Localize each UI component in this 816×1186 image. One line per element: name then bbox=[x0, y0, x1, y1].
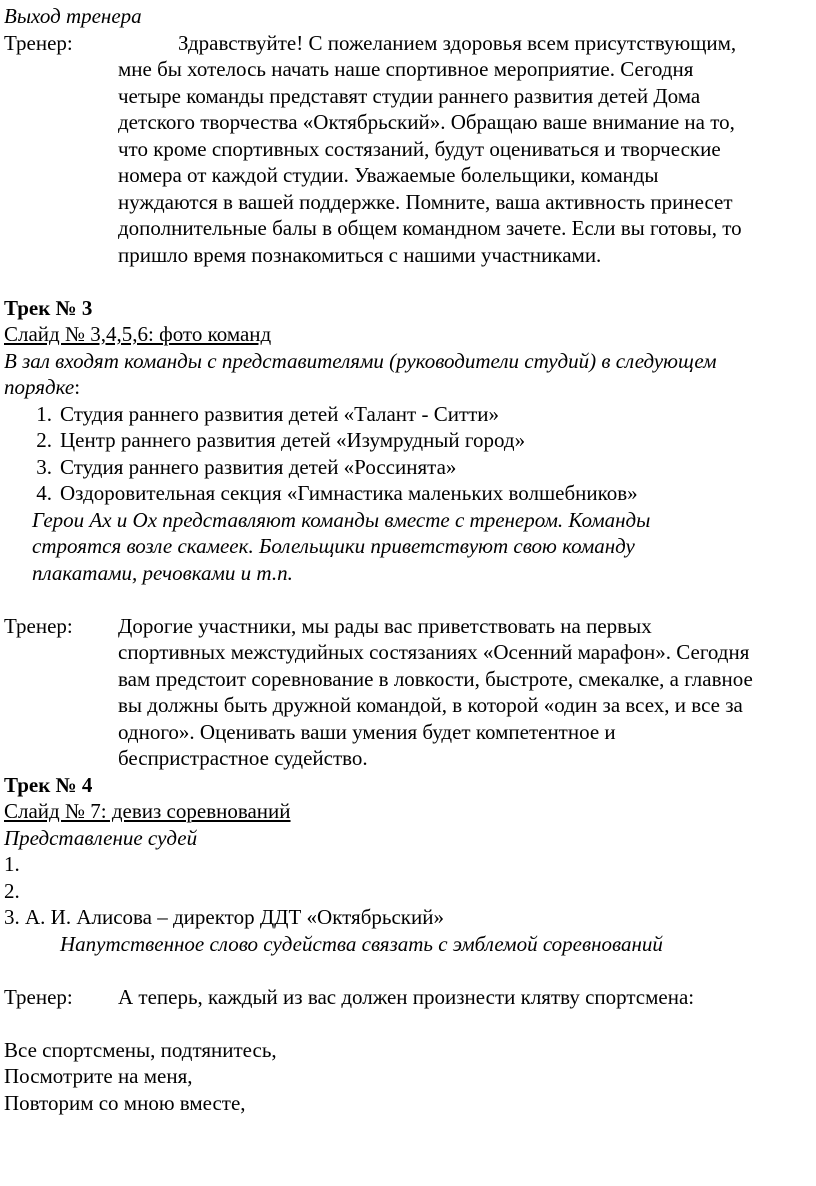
list-item bbox=[4, 480, 816, 507]
list-item-text: Студия раннего развития детей «Россинята» bbox=[60, 454, 457, 479]
oath-line: Посмотрите на меня, bbox=[4, 1064, 193, 1088]
speech-text: А теперь, каждый из вас должен произнести клятву спортсмена: bbox=[118, 984, 695, 1009]
speaker-label: Тренер: bbox=[4, 30, 73, 55]
speech-oath-intro bbox=[4, 984, 816, 1011]
speech-line: детского творчества «Октябрьский». Обращаю ваше внимание на то, bbox=[118, 110, 735, 134]
speaker-label: Тренер: bbox=[4, 613, 73, 638]
track-4-slide: Слайд № 7: девиз соревнований bbox=[4, 799, 291, 823]
document-page bbox=[4, 3, 816, 1116]
note-line: Герои Ах и Ох представляют команды вместе с тренером. Команды bbox=[32, 507, 651, 532]
speech-line: одного». Оценивать ваши умения будет компетентное и bbox=[118, 719, 616, 744]
track-3-intro-word: порядке bbox=[4, 375, 75, 399]
track-4-title: Трек № 4 bbox=[4, 772, 93, 797]
track-3-title: Трек № 3 bbox=[4, 295, 93, 320]
speech-line: что кроме спортивных состязаний, будут оцениваться и творческие bbox=[118, 136, 721, 161]
judge-item: 2. bbox=[4, 878, 20, 903]
speech-line: беспристрастное судейство. bbox=[118, 746, 368, 770]
exit-heading: Выход тренера bbox=[4, 4, 142, 28]
speech-text bbox=[118, 30, 816, 269]
judge-item: 3. А. И. Алисова – директор ДДТ «Октябрьский» bbox=[4, 905, 444, 929]
speaker-label: Тренер: bbox=[4, 984, 73, 1009]
list-item-number: 1. bbox=[36, 401, 52, 426]
list-item bbox=[4, 401, 816, 428]
speech-line: пришло время познакомиться с нашими участниками. bbox=[118, 242, 602, 267]
track-3-slide: Слайд № 3,4,5,6: фото команд bbox=[4, 322, 272, 346]
oath-line: Повторим со мною вместе, bbox=[4, 1090, 246, 1115]
judge-item: 1. bbox=[4, 852, 20, 876]
note-line: плакатами, речовками и т.п. bbox=[32, 560, 293, 585]
spacer bbox=[4, 1010, 816, 1037]
list-item-text: Студия раннего развития детей «Талант - Ситти» bbox=[60, 401, 500, 426]
list-item-number: 2. bbox=[36, 428, 52, 452]
speech-line: номера от каждой студии. Уважаемые болельщики, команды bbox=[118, 163, 659, 187]
spacer bbox=[4, 586, 816, 613]
list-item-number: 3. bbox=[36, 454, 52, 479]
judges-heading: Представление судей bbox=[4, 825, 198, 850]
speech-text bbox=[118, 613, 816, 772]
track-3-note bbox=[4, 507, 816, 587]
track-3-intro-colon: : bbox=[74, 375, 81, 399]
list-item bbox=[4, 427, 816, 454]
list-item-text: Центр раннего развития детей «Изумрудный город» bbox=[60, 428, 526, 452]
list-item bbox=[4, 454, 816, 481]
oath-line: Все спортсмены, подтянитесь, bbox=[4, 1037, 277, 1062]
spacer bbox=[4, 957, 816, 984]
speech-line: нуждаются в вашей поддержке. Помните, ваша активность принесет bbox=[118, 189, 733, 214]
teams-list bbox=[4, 401, 816, 507]
speech-line: четыре команды представят студии раннего развития детей Дома bbox=[118, 83, 701, 108]
speech-line: дополнительные балы в общем командном зачете. Если вы готовы, то bbox=[118, 216, 742, 240]
speech-line: вам предстоит соревнование в ловкости, быстроте, смекалке, а главное bbox=[118, 666, 753, 691]
spacer bbox=[4, 268, 816, 295]
note-line: строятся возле скамеек. Болельщики приветствуют свою команду bbox=[32, 534, 635, 558]
list-item-text: Оздоровительная секция «Гимнастика маленьких волшебников» bbox=[60, 481, 638, 505]
speech-line: Дорогие участники, мы рады вас приветствовать на первых bbox=[118, 613, 652, 638]
track-3-intro: В зал входят команды с представителями (руководители студий) в следующем bbox=[4, 348, 717, 373]
list-item-number: 4. bbox=[36, 481, 52, 505]
track-3-intro-cont bbox=[4, 374, 816, 401]
speech-line: Здравствуйте! С пожеланием здоровья всем присутствующим, bbox=[178, 30, 737, 55]
speech-line: спортивных межстудийных состязаниях «Осенний марафон». Сегодня bbox=[118, 640, 750, 664]
speech-line: мне бы хотелось начать наше спортивное мероприятие. Сегодня bbox=[118, 57, 694, 81]
speech-line: вы должны быть дружной командой, в которой «один за всех, и все за bbox=[118, 693, 743, 717]
speech-welcome bbox=[4, 613, 816, 772]
speech-greeting bbox=[4, 30, 816, 269]
judges-note: Напутственное слово судейства связать с эмблемой соревнований bbox=[60, 931, 663, 956]
